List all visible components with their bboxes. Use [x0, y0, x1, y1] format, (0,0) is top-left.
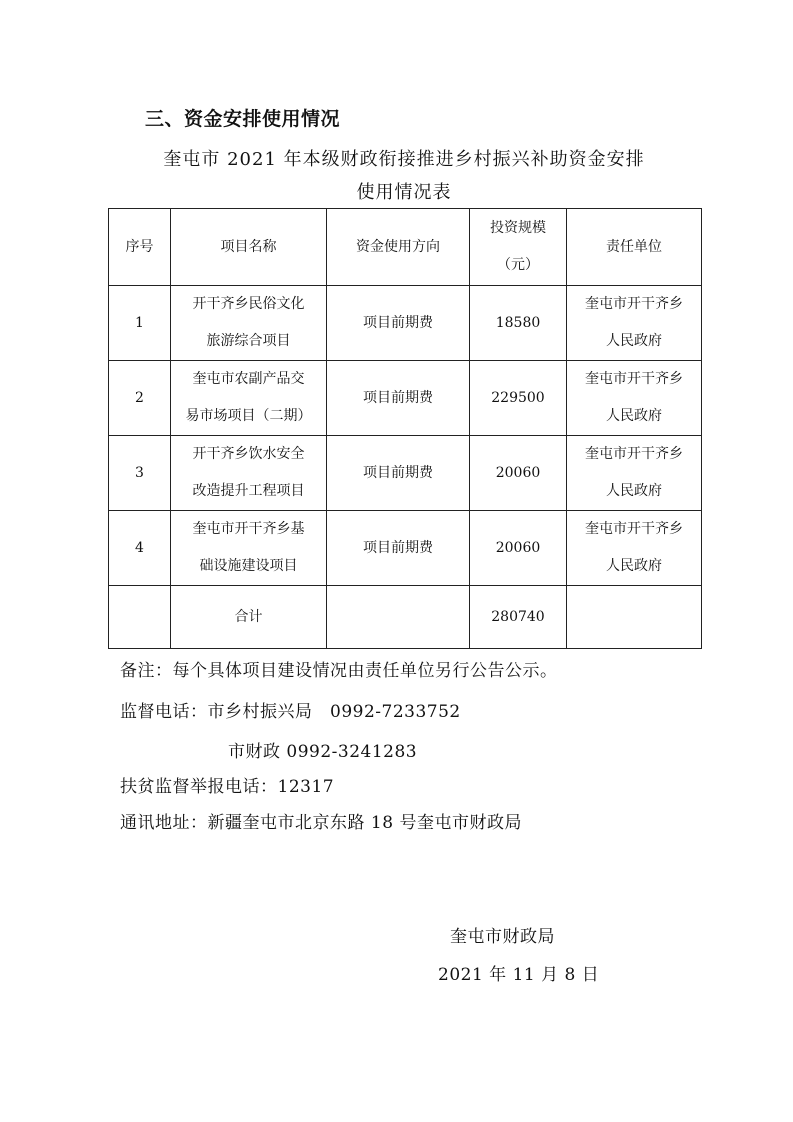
- cell-project-name: [171, 286, 327, 361]
- unit-line1: 奎屯市开干齐乡: [585, 371, 683, 387]
- section-heading: 三、资金安排使用情况: [145, 108, 341, 130]
- table-row: [109, 511, 702, 586]
- project-name-line2: 础设施建设项目: [199, 558, 298, 574]
- header-fund-direction: 资金使用方向: [327, 209, 470, 286]
- remark-note: 备注：每个具体项目建设情况由责任单位另行公告公示。: [120, 661, 558, 681]
- cell-responsible-unit: [567, 286, 702, 361]
- cell-investment: 20060: [470, 511, 567, 586]
- table-row: [109, 286, 702, 361]
- table-total-row: [109, 586, 702, 649]
- poverty-report-phone: 扶贫监督举报电话：12317: [120, 777, 335, 797]
- signature-date: 2021 年 11 月 8 日: [438, 965, 600, 985]
- cell-responsible-unit: [567, 361, 702, 436]
- table-title-line1: 奎屯市 2021 年本级财政衔接推进乡村振兴补助资金安排: [163, 149, 645, 170]
- supervision-phone-2: 市财政 0992-3241283: [228, 742, 418, 762]
- header-seq: 序号: [109, 209, 171, 286]
- cell-total-direction-empty: [327, 586, 470, 649]
- header-investment-line2: （元）: [497, 257, 539, 273]
- project-name-line1: 开干齐乡民俗文化: [192, 296, 305, 312]
- cell-total-seq-empty: [109, 586, 171, 649]
- header-project-name: 项目名称: [171, 209, 327, 286]
- unit-line2: 人民政府: [606, 558, 662, 574]
- cell-total-investment: 280740: [470, 586, 567, 649]
- unit-line1: 奎屯市开干齐乡: [585, 446, 683, 462]
- project-name-line1: 奎屯市开干齐乡基: [192, 521, 305, 537]
- cell-seq: 4: [109, 511, 171, 586]
- cell-project-name: [171, 361, 327, 436]
- cell-investment: 18580: [470, 286, 567, 361]
- cell-total-unit-empty: [567, 586, 702, 649]
- cell-investment: 229500: [470, 361, 567, 436]
- mailing-address: 通讯地址：新疆奎屯市北京东路 18 号奎屯市财政局: [120, 813, 522, 833]
- cell-fund-direction: 项目前期费: [327, 436, 470, 511]
- cell-seq: 3: [109, 436, 171, 511]
- header-responsible-unit: 责任单位: [567, 209, 702, 286]
- project-name-line2: 改造提升工程项目: [192, 483, 305, 499]
- table-row: [109, 436, 702, 511]
- cell-fund-direction: 项目前期费: [327, 511, 470, 586]
- project-name-line1: 奎屯市农副产品交: [192, 371, 305, 387]
- supervision-phone-1: 监督电话：市乡村振兴局 0992-7233752: [120, 702, 461, 722]
- project-name-line2: 易市场项目（二期）: [185, 408, 312, 424]
- table-title-line2: 使用情况表: [356, 182, 452, 203]
- header-investment: [470, 209, 567, 286]
- unit-line1: 奎屯市开干齐乡: [585, 296, 683, 312]
- cell-responsible-unit: [567, 511, 702, 586]
- cell-responsible-unit: [567, 436, 702, 511]
- project-name-line2: 旅游综合项目: [206, 333, 291, 349]
- cell-fund-direction: 项目前期费: [327, 286, 470, 361]
- unit-line2: 人民政府: [606, 408, 662, 424]
- table-header-row: [109, 209, 702, 286]
- cell-seq: 2: [109, 361, 171, 436]
- project-name-line1: 开干齐乡饮水安全: [192, 446, 305, 462]
- unit-line2: 人民政府: [606, 483, 662, 499]
- table-row: [109, 361, 702, 436]
- unit-line2: 人民政府: [606, 333, 662, 349]
- cell-investment: 20060: [470, 436, 567, 511]
- signature-organization: 奎屯市财政局: [450, 927, 555, 947]
- header-investment-line1: 投资规模: [490, 220, 546, 236]
- cell-project-name: [171, 511, 327, 586]
- unit-line1: 奎屯市开干齐乡: [585, 521, 683, 537]
- cell-fund-direction: 项目前期费: [327, 361, 470, 436]
- cell-total-label: 合计: [171, 586, 327, 649]
- fund-allocation-table: [108, 208, 702, 649]
- cell-seq: 1: [109, 286, 171, 361]
- cell-project-name: [171, 436, 327, 511]
